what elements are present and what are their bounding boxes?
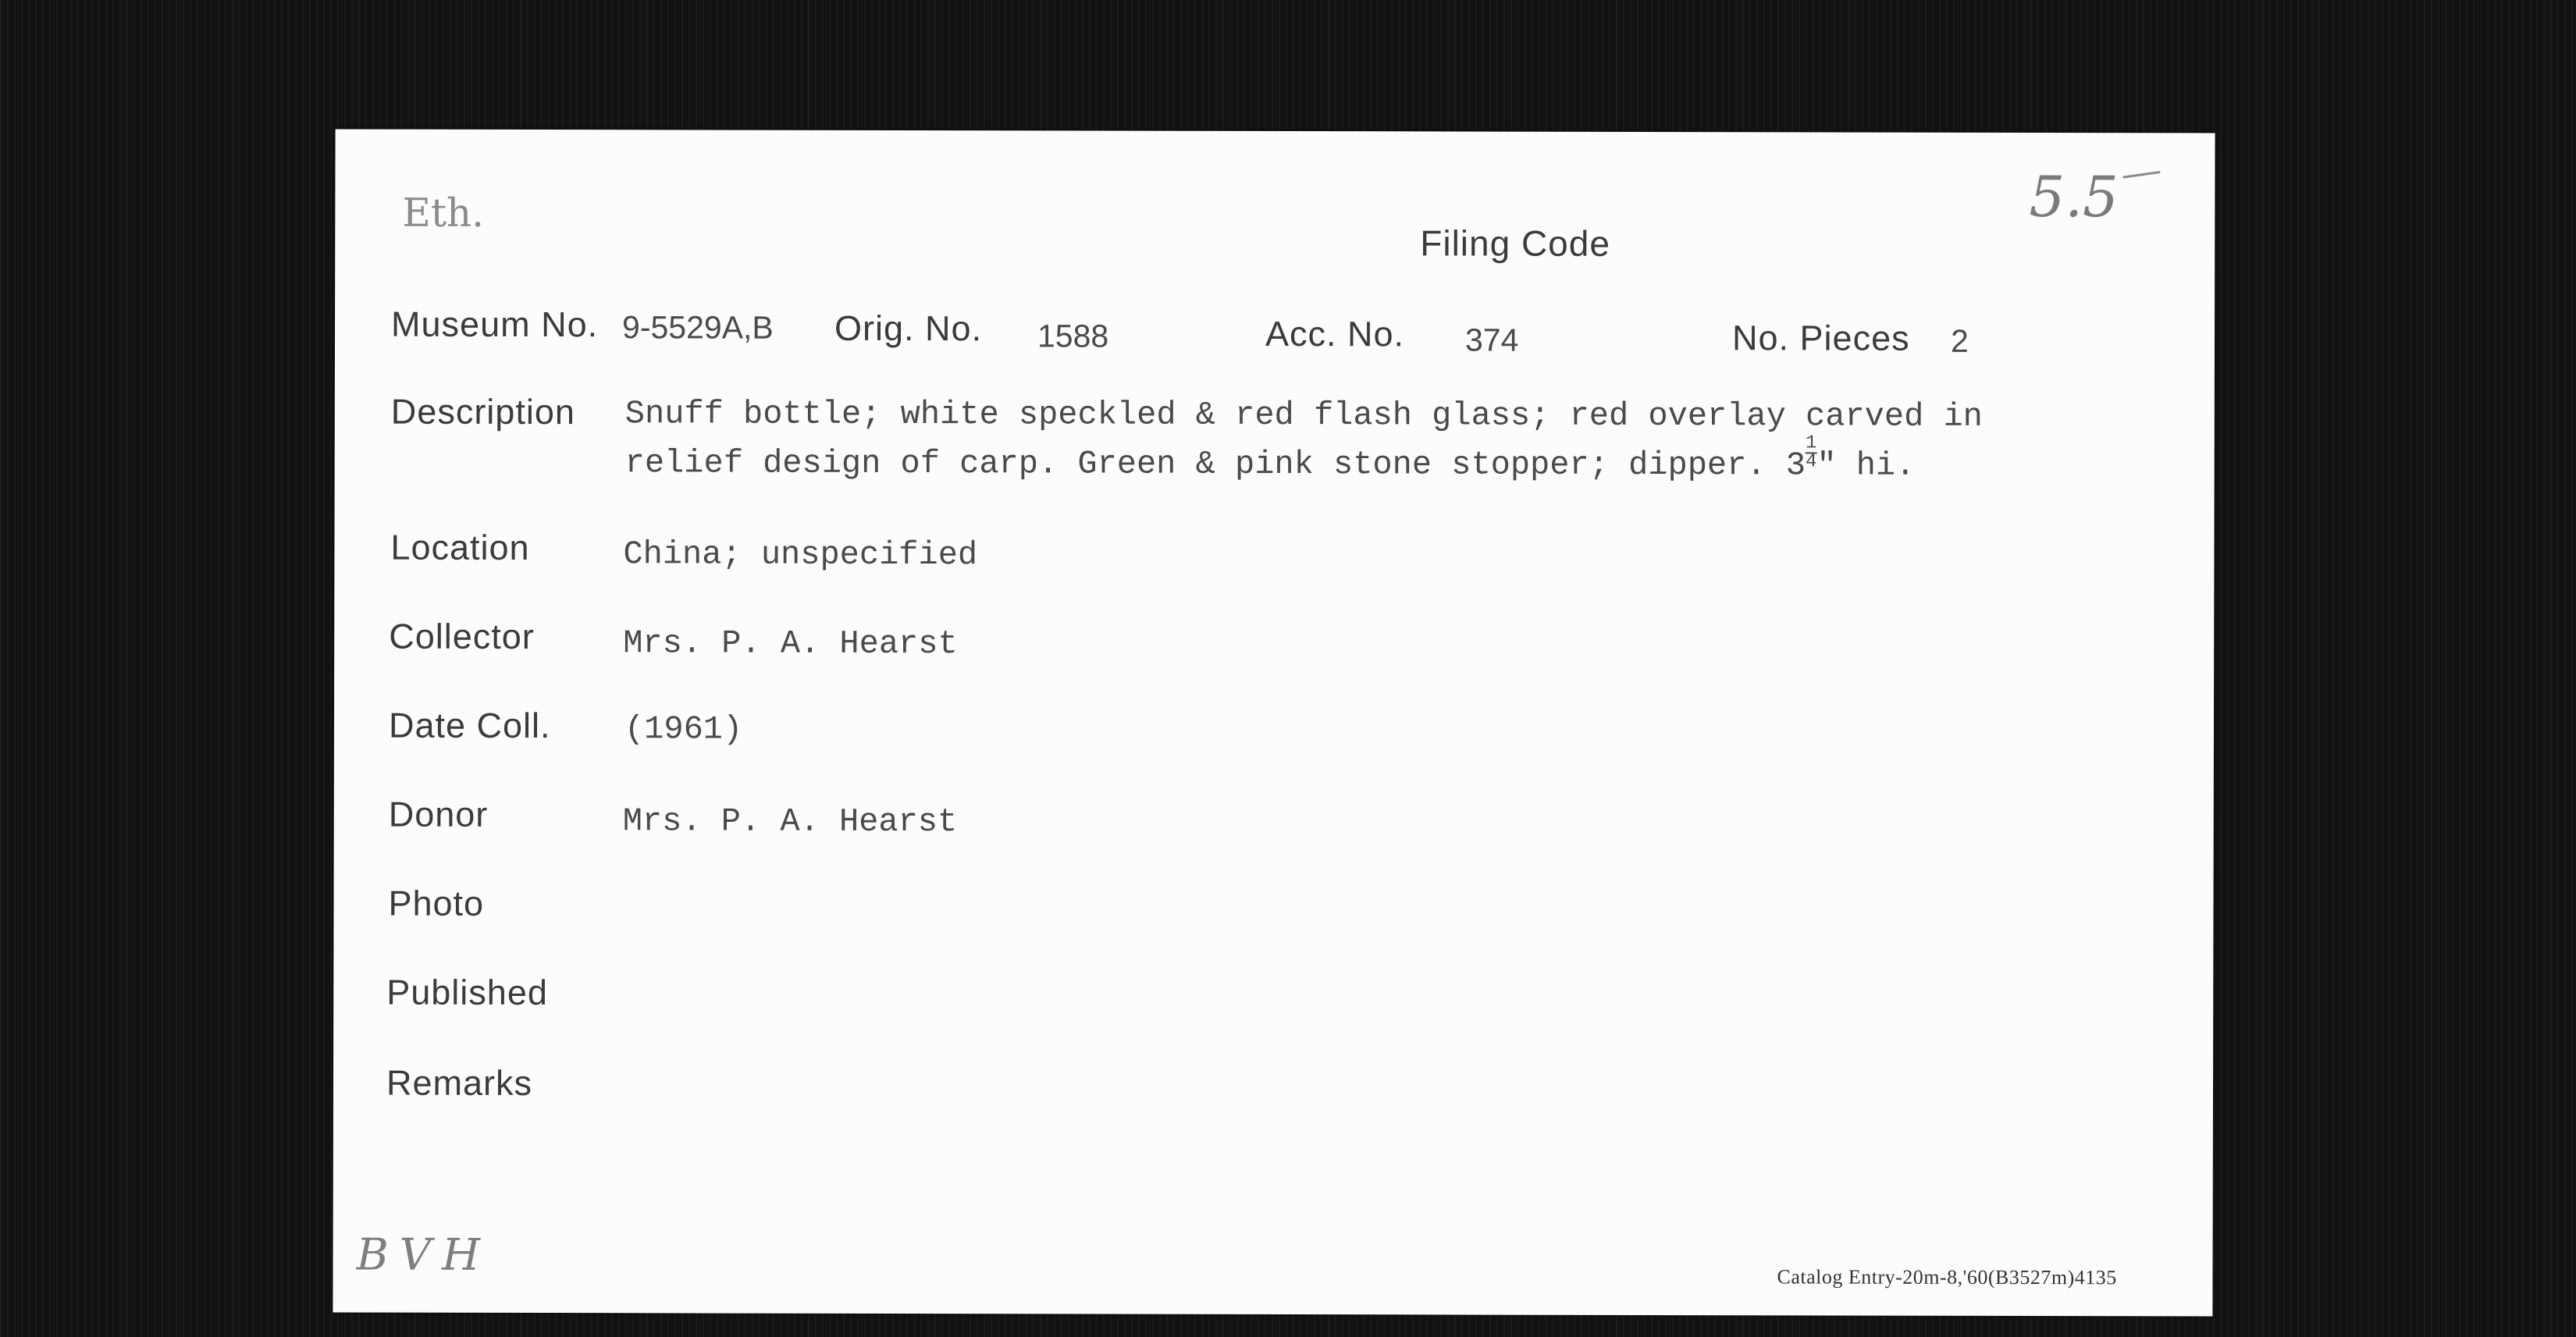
description-line-2-text: relief design of carp. Green & pink stone stopper; dipper. 3 [624, 444, 1806, 485]
no-pieces-label: No. Pieces [1731, 318, 1910, 358]
collector-label: Collector [389, 616, 535, 657]
fraction-numerator: 1 [1805, 432, 1817, 454]
donor-label: Donor [388, 794, 489, 834]
fraction [1805, 432, 1817, 473]
description-line-2 [625, 432, 1916, 484]
collector-value: Mrs. P. A. Hearst [623, 624, 958, 663]
location-value: China; unspecified [623, 535, 978, 574]
orig-no-label: Orig. No. [834, 308, 983, 349]
date-coll-label: Date Coll. [388, 705, 551, 746]
department-mark: Eth. [402, 190, 485, 236]
orig-no-value: 1588 [1037, 318, 1109, 354]
donor-value: Mrs. P. A. Hearst [622, 802, 958, 841]
museum-no-label: Museum No. [391, 304, 599, 345]
description-line-2-end: " hi. [1816, 446, 1916, 485]
catalog-footer: Catalog Entry-20m-8,'60(B3527m)4135 [1777, 1265, 2117, 1289]
photo-label: Photo [388, 883, 485, 923]
no-pieces-value: 2 [1950, 322, 1969, 359]
location-label: Location [390, 527, 530, 568]
corner-dash [2122, 171, 2160, 179]
filing-code-label: Filing Code [1420, 222, 1611, 264]
catalog-card [333, 129, 2215, 1316]
date-coll-value: (1961) [624, 710, 743, 749]
museum-no-value: 9-5529A,B [622, 309, 774, 346]
acc-no-label: Acc. No. [1265, 313, 1405, 354]
description-line-1: Snuff bottle; white speckled & red flash glass; red overlay carved in [624, 395, 1983, 436]
fraction-denominator: 4 [1805, 451, 1817, 473]
description-label: Description [390, 391, 575, 432]
remarks-label: Remarks [386, 1062, 533, 1104]
acc-no-value: 374 [1464, 322, 1519, 358]
corner-number: 5.5 [2029, 164, 2119, 230]
published-label: Published [386, 972, 548, 1013]
initials-signature: BVH [356, 1229, 492, 1281]
